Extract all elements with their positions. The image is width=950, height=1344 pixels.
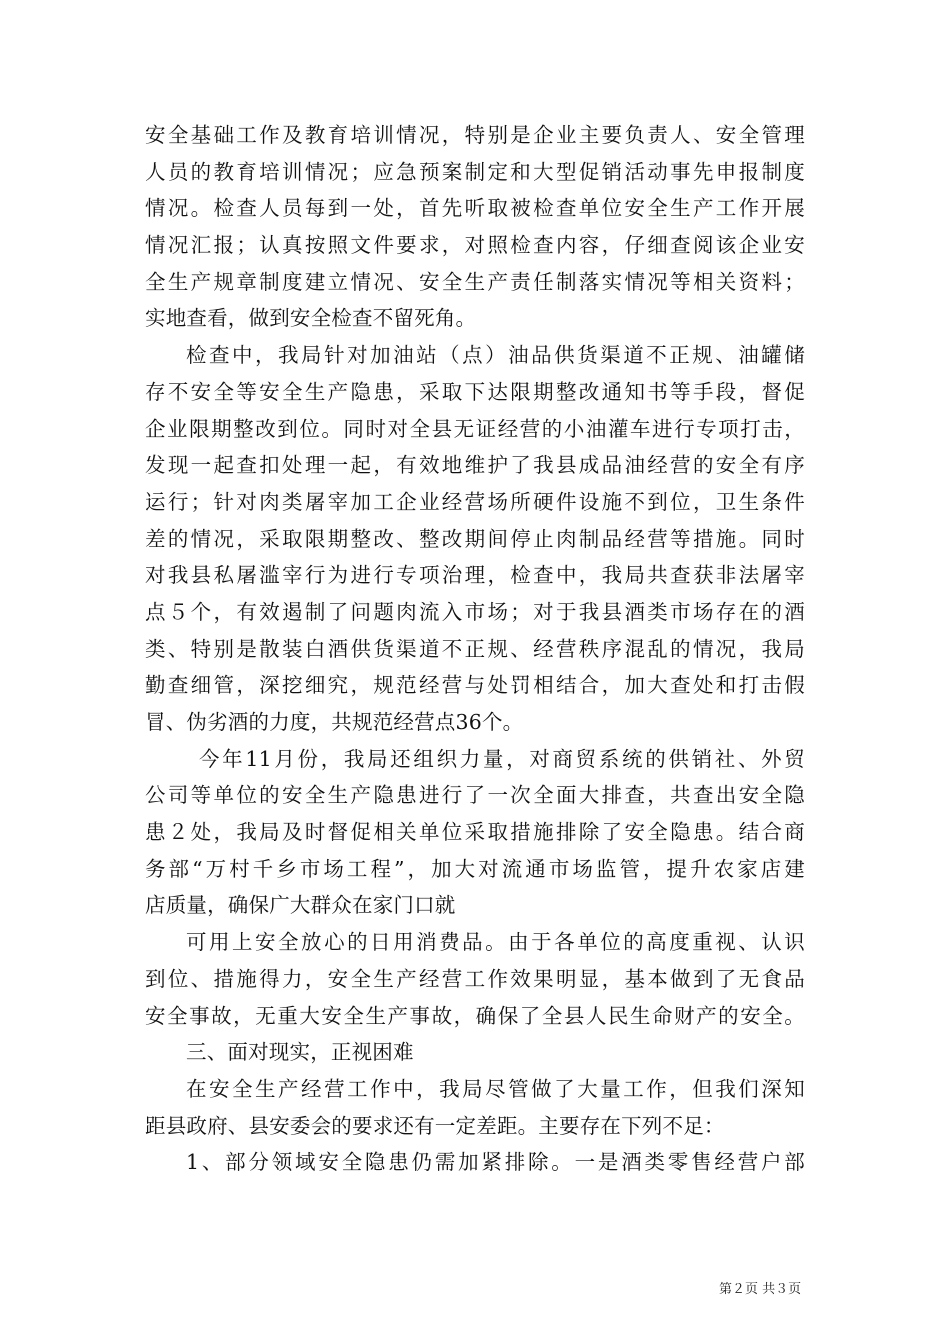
text-line: 运行；针对肉类屠宰加工企业经营场所硬件设施不到位，卫生条件 <box>145 489 805 514</box>
text-line: 店质量，确保广大群众在家门口就 <box>145 893 456 918</box>
text-line: 企业限期整改到位。同时对全县无证经营的小油灌车进行专项打击， <box>145 416 805 441</box>
text-line: 类、特别是散装白酒供货渠道不正规、经营秩序混乱的情况，我局 <box>145 636 805 661</box>
text-line: 对我县私屠滥宰行为进行专项治理，检查中，我局共查获非法屠宰 <box>145 563 805 588</box>
text-line: 到位、措施得力，安全生产经营工作效果明显，基本做到了无食品 <box>145 966 805 991</box>
paragraph-start-line: 在安全生产经营工作中，我局尽管做了大量工作，但我们深知 <box>186 1076 805 1101</box>
text-line: 发现一起查扣处理一起，有效地维护了我县成品油经营的安全有序 <box>145 453 805 478</box>
text-line: 实地查看，做到安全检查不留死角。 <box>145 306 477 331</box>
text-line: 患２处，我局及时督促相关单位采取措施排除了安全隐患。结合商 <box>145 820 805 845</box>
text-line: 勤查细管，深挖细究，规范经营与处罚相结合，加大查处和打击假 <box>145 673 805 698</box>
page-number: 第２页 共３页 <box>719 1282 802 1297</box>
text-line: 冒、伪劣酒的力度，共规范经营点36个。 <box>145 710 524 734</box>
text-line: 距县政府、县安委会的要求还有一定差距。主要存在下列不足： <box>145 1113 725 1138</box>
text-line: 人员的教育培训情况；应急预案制定和大型促销活动事先申报制度 <box>145 159 805 184</box>
text-line: 公司等单位的安全生产隐患进行了一次全面大排查，共查出安全隐 <box>145 783 805 808</box>
text-line: 安全事故，无重大安全生产事故，确保了全县人民生命财产的安全。 <box>145 1003 805 1028</box>
document-body <box>145 117 805 1181</box>
text-line: 全生产规章制度建立情况、安全生产责任制落实情况等相关资料； <box>145 269 805 294</box>
paragraph-start-line: 今年11月份，我局还组织力量，对商贸系统的供销社、外贸 <box>199 746 805 771</box>
paragraph-start-line: 1、部分领域安全隐患仍需加紧排除。一是酒类零售经营户部 <box>186 1150 805 1175</box>
paragraph-start-line: 可用上安全放心的日用消费品。由于各单位的高度重视、认识 <box>186 930 805 955</box>
paragraph-start-line: 检查中，我局针对加油站（点）油品供货渠道不正规、油罐储 <box>186 343 805 368</box>
text-line: 安全基础工作及教育培训情况，特别是企业主要负责人、安全管理 <box>145 123 805 147</box>
section-heading: 三、面对现实，正视困难 <box>186 1040 414 1065</box>
text-line: 存不安全等安全生产隐患，采取下达限期整改通知书等手段，督促 <box>145 379 805 404</box>
text-line: 点５个，有效遏制了问题肉流入市场；对于我县酒类市场存在的酒 <box>145 599 805 624</box>
text-line: 务部“万村千乡市场工程”，加大对流通市场监管，提升农家店建 <box>145 856 805 881</box>
text-line: 情况汇报；认真按照文件要求，对照检查内容，仔细查阅该企业安 <box>145 233 805 258</box>
text-line: 情况。检查人员每到一处，首先听取被检查单位安全生产工作开展 <box>145 196 805 221</box>
text-line: 差的情况，采取限期整改、整改期间停止肉制品经营等措施。同时 <box>145 526 805 551</box>
